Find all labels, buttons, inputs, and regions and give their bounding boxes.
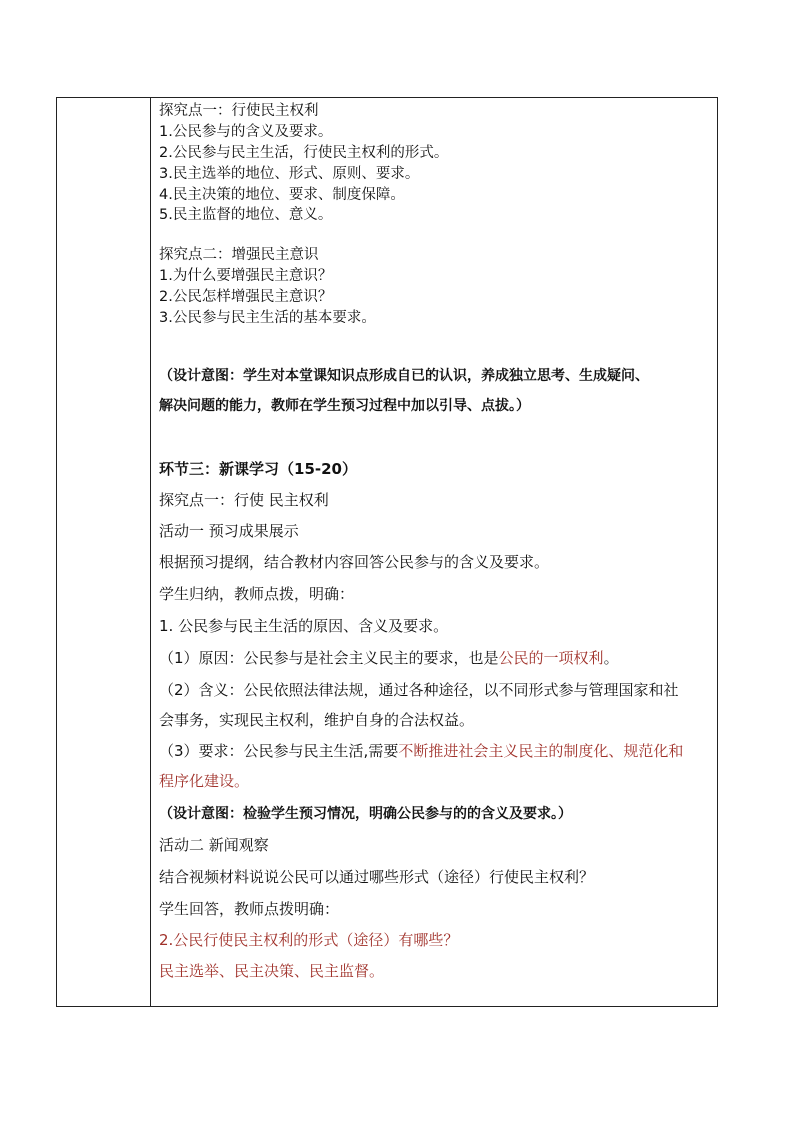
requirement-line-2: 程序化建设。 <box>159 772 250 790</box>
section1-item-3: 3.民主选举的地位、形式、原则、要求。 <box>159 166 420 182</box>
reason-line <box>159 648 619 668</box>
section1-item-4: 4.民主决策的地位、要求、制度保障。 <box>159 187 405 203</box>
reason-end: 。 <box>603 649 619 667</box>
section1-item-5: 5.民主监督的地位、意义。 <box>159 207 333 223</box>
requirement-line <box>159 741 683 761</box>
activity2-prompt: 结合视频材料说说公民可以通过哪些形式（途径）行使民主权利？ <box>159 868 595 886</box>
answer-2: 民主选举、民主决策、民主监督。 <box>159 962 385 980</box>
meaning-line-1: （2）含义：公民依照法律法规，通过各种途径，以不同形式参与管理国家和社 <box>159 681 679 699</box>
meaning-line-2: 会事务，实现民主权利，维护自身的合法权益。 <box>159 711 475 729</box>
activity2-title: 活动二 新闻观察 <box>159 836 269 854</box>
section1-item-2: 2.公民参与民主生活，行使民主权利的形式。 <box>159 145 449 161</box>
section2-item-2: 2.公民怎样增强民主意识？ <box>159 289 333 305</box>
requirement-text: （3）要求：公民参与民主生活,需要 <box>159 742 399 760</box>
question-2: 2.公民行使民主权利的形式（途径）有哪些？ <box>159 931 459 949</box>
activity1-summary: 学生归纳，教师点拨，明确： <box>159 585 355 603</box>
column-divider <box>150 98 151 1006</box>
activity1-prompt: 根据预习提纲，结合教材内容回答公民参与的含义及要求。 <box>159 553 550 571</box>
design-intent-1-line2: 解决问题的能力，教师在学生预习过程中加以引导、点拔。） <box>159 398 530 414</box>
reason-text: （1）原因：公民参与是社会主义民主的要求，也是 <box>159 649 499 667</box>
activity2-summary: 学生回答，教师点拨明确： <box>159 900 340 918</box>
section1-item-1: 1.公民参与的含义及要求。 <box>159 124 333 140</box>
question-1: 1. 公民参与民主生活的原因、含义及要求。 <box>159 617 449 635</box>
requirement-highlight: 不断推进社会主义民主的制度化、规范化和 <box>398 742 684 760</box>
section2-item-3: 3.公民参与民主生活的基本要求。 <box>159 310 376 326</box>
lesson-table <box>56 97 718 1007</box>
stage3-heading: 环节三：新课学习（15-20） <box>159 460 357 478</box>
design-intent-1-line1: （设计意图：学生对本堂课知识点形成自已的认识，养成独立思考、生成疑问、 <box>159 368 649 384</box>
reason-highlight: 公民的一项权利 <box>498 649 604 667</box>
stage3-point: 探究点一：行使 民主权利 <box>159 491 329 509</box>
section1-title: 探究点一：行使民主权利 <box>159 103 319 119</box>
section2-item-1: 1.为什么要增强民主意识？ <box>159 268 333 284</box>
section2-title: 探究点二：增强民主意识 <box>159 247 319 263</box>
activity1-title: 活动一 预习成果展示 <box>159 522 299 540</box>
design-intent-2: （设计意图：检验学生预习情况，明确公民参与的的含义及要求。） <box>159 806 572 822</box>
